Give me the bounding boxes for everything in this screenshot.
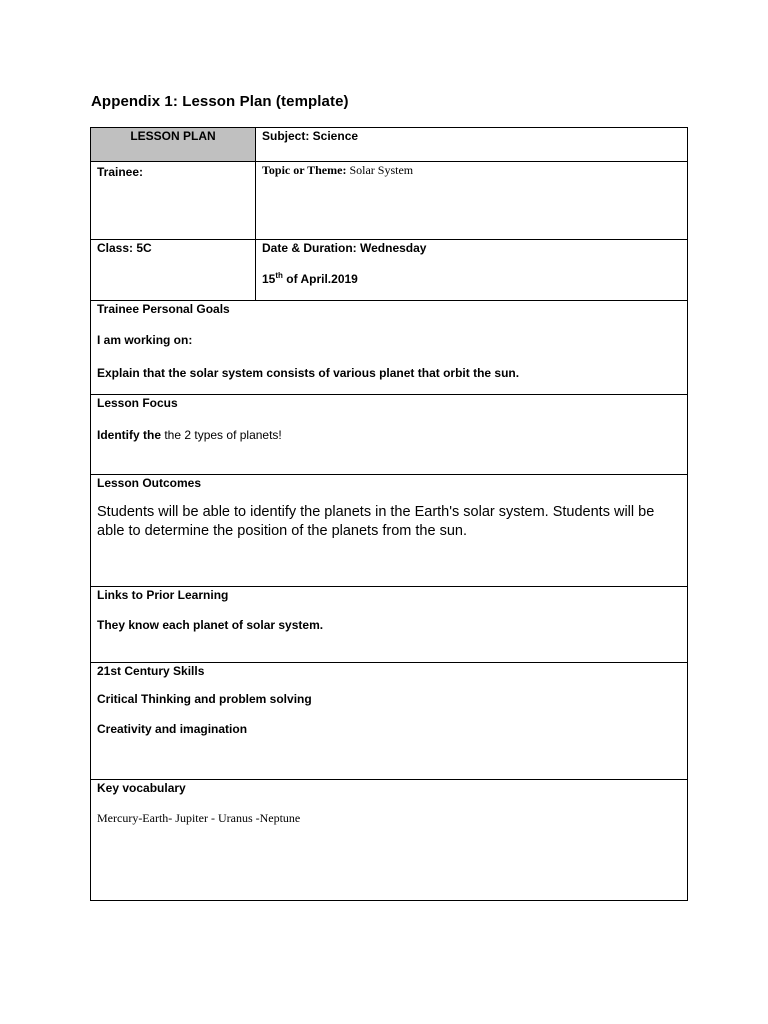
prior-learning-text: They know each planet of solar system. xyxy=(97,618,324,632)
class-cell xyxy=(91,240,256,301)
skills-title: 21st Century Skills xyxy=(97,664,205,678)
topic-cell xyxy=(256,162,688,240)
vocab-title: Key vocabulary xyxy=(97,781,186,795)
prior-learning-cell xyxy=(91,587,688,663)
lesson-plan-label: LESSON PLAN xyxy=(130,129,216,143)
class-label: Class: 5C xyxy=(97,241,152,255)
class-row xyxy=(91,240,688,301)
prior-learning-row xyxy=(91,587,688,663)
goals-text: Explain that the solar system consists of various planet that orbit the sun. xyxy=(97,366,520,380)
date-cell xyxy=(256,240,688,301)
lesson-plan-header-cell xyxy=(91,128,256,162)
working-on-label: I am working on: xyxy=(97,333,193,347)
trainee-row xyxy=(91,162,688,240)
focus-text: the 2 types of planets! xyxy=(161,428,282,442)
focus-bold-text: Identify the xyxy=(97,428,162,442)
date-suffix: th xyxy=(275,271,283,280)
vocab-cell xyxy=(91,780,688,901)
date-rest: of April.2019 xyxy=(282,272,358,286)
goals-cell xyxy=(91,301,688,395)
outcomes-title: Lesson Outcomes xyxy=(97,476,202,490)
outcomes-row xyxy=(91,475,688,587)
topic-label: Topic or Theme: xyxy=(262,163,347,177)
skill-item: Creativity and imagination xyxy=(97,722,248,736)
header-row xyxy=(91,128,688,162)
skills-row xyxy=(91,663,688,780)
outcomes-text: Students will be able to identify the planets in the Earth's solar system. Students will be able to determine the position of the planets from the sun. xyxy=(97,504,655,539)
goals-row xyxy=(91,301,688,395)
trainee-label: Trainee: xyxy=(97,165,144,179)
focus-cell xyxy=(91,395,688,475)
subject-label: Subject: Science xyxy=(262,129,359,143)
outcomes-cell xyxy=(91,475,688,587)
date-duration-label: Date & Duration: Wednesday xyxy=(262,241,427,255)
prior-learning-title: Links to Prior Learning xyxy=(97,588,229,602)
subject-cell xyxy=(256,128,688,162)
document-heading: Appendix 1: Lesson Plan (template) xyxy=(91,93,349,110)
lesson-plan-table xyxy=(90,127,688,901)
date-day: 15 xyxy=(262,272,276,286)
focus-title: Lesson Focus xyxy=(97,396,178,410)
vocab-row xyxy=(91,780,688,901)
goals-title: Trainee Personal Goals xyxy=(97,302,230,316)
trainee-cell xyxy=(91,162,256,240)
skill-item: Critical Thinking and problem solving xyxy=(97,692,312,706)
vocab-text: Mercury-Earth- Jupiter - Uranus -Neptune xyxy=(97,811,301,825)
skills-cell xyxy=(91,663,688,780)
focus-row xyxy=(91,395,688,475)
topic-value: Solar System xyxy=(349,163,414,177)
